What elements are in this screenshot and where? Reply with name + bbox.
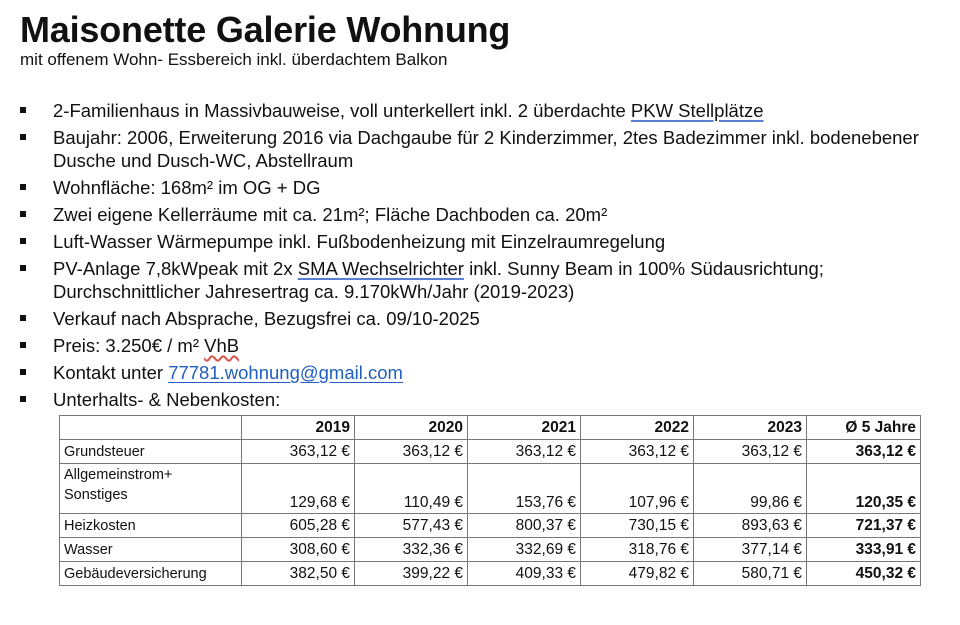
table-cell: 577,43 € [355, 514, 468, 538]
table-row [60, 538, 921, 562]
bullet-text: PV-Anlage 7,8kWpeak mit 2x [53, 258, 298, 279]
table-cell: 308,60 € [242, 538, 355, 562]
row-label [60, 464, 242, 514]
bullet-text: Kontakt unter [53, 362, 169, 383]
spellcheck-mark: VhB [204, 335, 240, 356]
table-cell: 332,69 € [468, 538, 581, 562]
list-item: Verkauf nach Absprache, Bezugsfrei ca. 09/10-2025 [20, 307, 944, 330]
table-cell: 605,28 € [242, 514, 355, 538]
row-label: Heizkosten [60, 514, 242, 538]
table-header-row [60, 416, 921, 440]
row-label: Wasser [60, 538, 242, 562]
table-cell: 580,71 € [694, 562, 807, 586]
bullet-text: 2-Familienhaus in Massivbauweise, voll unterkellert inkl. 2 überdachte [53, 100, 631, 121]
table-cell: 730,15 € [581, 514, 694, 538]
email-link[interactable]: 77781.wohnung@gmail.com [168, 362, 403, 383]
list-item [20, 361, 944, 384]
average-cell: 363,12 € [807, 440, 921, 464]
table-row [60, 440, 921, 464]
header-cell: 2020 [355, 416, 468, 440]
list-item [20, 257, 944, 303]
row-label-line: Sonstiges [64, 487, 128, 503]
header-cell-average: Ø 5 Jahre [807, 416, 921, 440]
average-cell: 450,32 € [807, 562, 921, 586]
average-cell: 721,37 € [807, 514, 921, 538]
header-cell: 2023 [694, 416, 807, 440]
table-cell: 153,76 € [468, 464, 581, 514]
average-cell: 333,91 € [807, 538, 921, 562]
header-cell: 2021 [468, 416, 581, 440]
list-item: Baujahr: 2006, Erweiterung 2016 via Dachgaube für 2 Kinderzimmer, 2tes Badezimmer inkl. bodenebener Dusche und Dusch-WC, Abstellraum [20, 126, 944, 172]
table-cell: 382,50 € [242, 562, 355, 586]
bullet-text: inkl. Sunny Beam in 100% Südausrichtung; Durchschnittlicher Jahresertrag ca. 9.170kWh/Jahr (2019-2023) [53, 258, 824, 302]
costs-table-wrap [59, 415, 944, 586]
list-item: Luft-Wasser Wärmepumpe inkl. Fußbodenheizung mit Einzelraumregelung [20, 230, 944, 253]
table-cell: 409,33 € [468, 562, 581, 586]
list-item: Zwei eigene Kellerräume mit ca. 21m²; Fläche Dachboden ca. 20m² [20, 203, 944, 226]
list-item: Wohnfläche: 168m² im OG + DG [20, 176, 944, 199]
table-cell: 110,49 € [355, 464, 468, 514]
table-cell: 479,82 € [581, 562, 694, 586]
table-row [60, 562, 921, 586]
table-row [60, 464, 921, 514]
table-cell: 399,22 € [355, 562, 468, 586]
table-cell: 363,12 € [242, 440, 355, 464]
header-cell-empty [60, 416, 242, 440]
table-cell: 129,68 € [242, 464, 355, 514]
list-item [20, 99, 944, 122]
row-label: Gebäudeversicherung [60, 562, 242, 586]
table-cell: 363,12 € [468, 440, 581, 464]
table-row [60, 514, 921, 538]
feature-list [20, 99, 944, 411]
row-label: Grundsteuer [60, 440, 242, 464]
row-label-line: Allgemeinstrom+ [64, 467, 173, 483]
bullet-highlight: PKW Stellplätze [630, 100, 764, 121]
table-cell: 377,14 € [694, 538, 807, 562]
table-cell: 893,63 € [694, 514, 807, 538]
table-cell: 332,36 € [355, 538, 468, 562]
table-cell: 318,76 € [581, 538, 694, 562]
list-item: Unterhalts- & Nebenkosten: [20, 388, 944, 411]
table-cell: 363,12 € [355, 440, 468, 464]
header-cell: 2022 [581, 416, 694, 440]
page-title: Maisonette Galerie Wohnung [20, 9, 511, 50]
average-cell: 120,35 € [807, 464, 921, 514]
table-cell: 363,12 € [581, 440, 694, 464]
header-cell: 2019 [242, 416, 355, 440]
table-cell: 363,12 € [694, 440, 807, 464]
costs-table [59, 415, 921, 586]
list-item [20, 334, 944, 357]
table-cell: 99,86 € [694, 464, 807, 514]
table-cell: 107,96 € [581, 464, 694, 514]
bullet-text: Preis: 3.250€ / m² [53, 335, 205, 356]
page-subtitle: mit offenem Wohn- Essbereich inkl. überdachtem Balkon [20, 50, 448, 69]
bullet-highlight: SMA Wechselrichter [297, 258, 464, 279]
table-cell: 800,37 € [468, 514, 581, 538]
